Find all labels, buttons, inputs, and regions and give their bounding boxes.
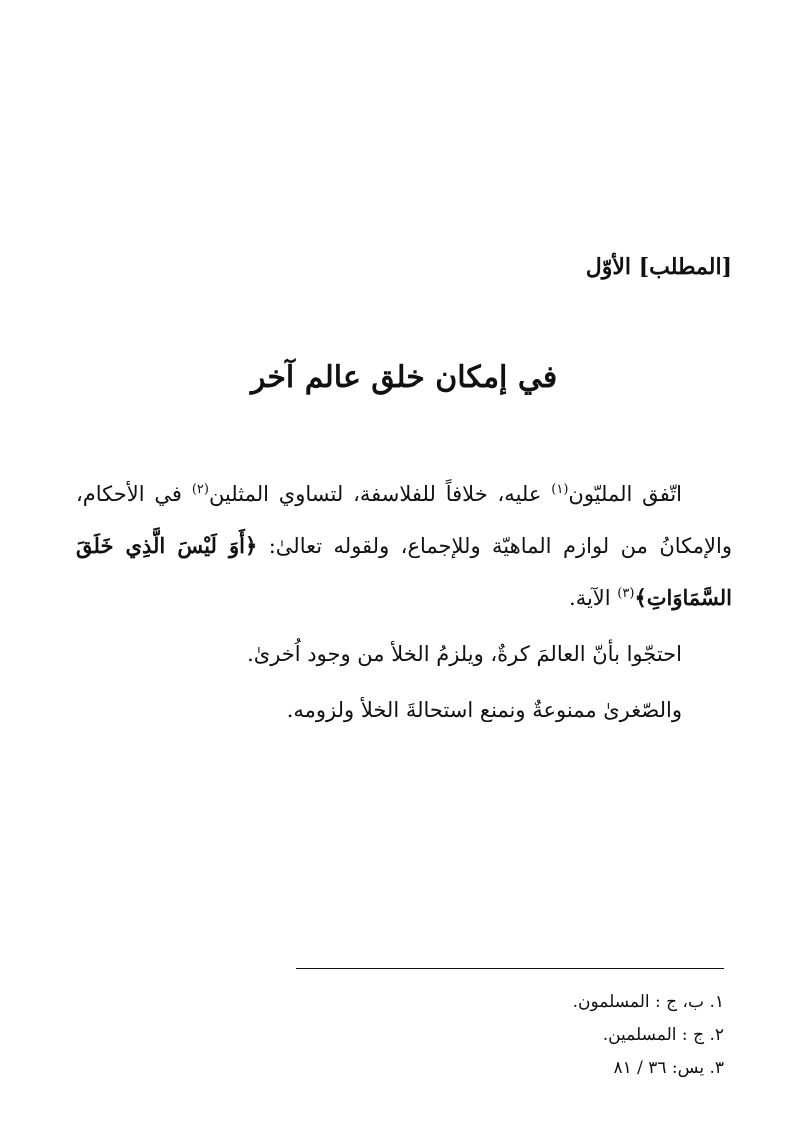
paragraph-1-segment-3: في الأحكام، والإمكانُ من لوازم الماهيّة وللإجماع، ولقوله تعالىٰ: — [76, 482, 732, 558]
footnote-3: ٣. يس: ٣٦ / ٨١ — [613, 1058, 724, 1078]
footnote-ref-2[interactable]: (٢) — [191, 482, 209, 497]
paragraph-1 — [76, 468, 732, 624]
footnote-ref-1[interactable]: (١) — [551, 482, 569, 497]
main-text — [76, 468, 732, 736]
paragraph-2: احتجّوا بأنّ العالمَ كرةٌ، ويلزمُ الخلأ من وجود اُخرىٰ. — [247, 642, 682, 666]
paragraph-1-segment-1: اتّفق المليّون — [568, 482, 682, 506]
footnote-divider — [296, 968, 724, 969]
chapter-title: في إمكان خلق عالم آخر — [250, 360, 558, 395]
section-heading: [المطلب] الأوّل — [585, 254, 732, 280]
quran-verse: ﴿أَوَ لَيْسَ الَّذِي خَلَقَ السَّمَاوَاتِ﴾ — [76, 533, 732, 610]
footnotes — [124, 986, 724, 1085]
paragraph-1-segment-2: عليه، خلافاً للفلاسفة، لتساوي المثلين — [208, 482, 552, 506]
footnote-2: ٢. ج : المسلمين. — [602, 1025, 724, 1045]
paragraph-1-segment-4: الآية. — [569, 586, 618, 610]
footnote-1: ١. ب، ج : المسلمون. — [572, 992, 724, 1012]
footnote-ref-3[interactable]: (٣) — [617, 586, 635, 601]
paragraph-3: والصّغرىٰ ممنوعةٌ ونمنع استحالةَ الخلأ ولزومه. — [286, 698, 682, 722]
